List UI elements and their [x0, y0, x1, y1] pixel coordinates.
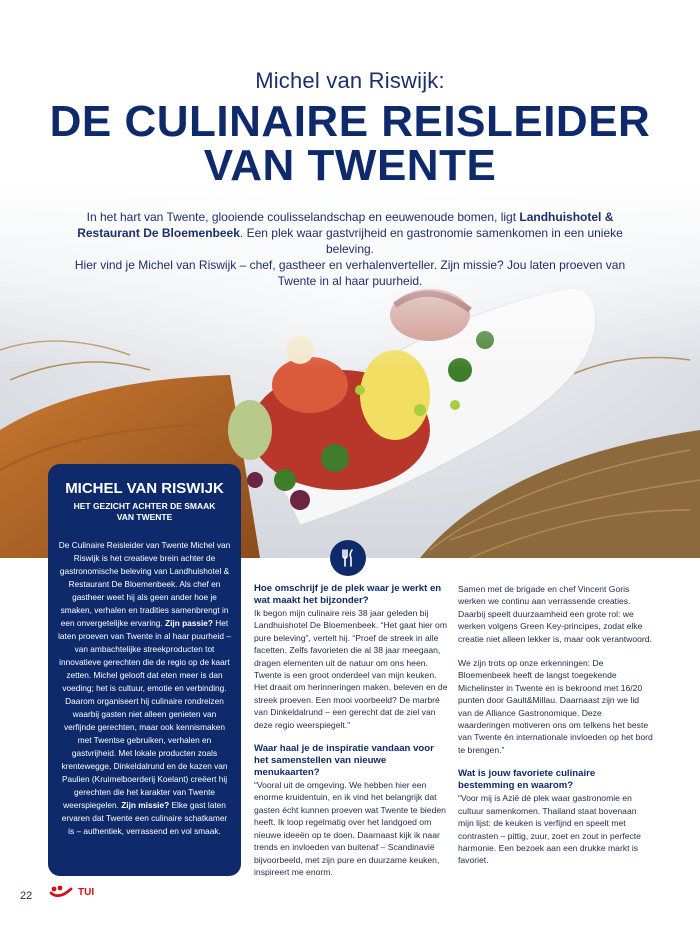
answer-paragraph: We zijn trots op onze erkenningen: De Bloemenbeek heeft de langst toegekende Michelinster in Twente en is bekroond met 16/20 punten door Gault&Millau. Daarnaast zijn we lid van de Alliance Gastronomique. Deze waarderingen motiveren ons om telkens het beste van Twente én internationale invloeden op het bord te brengen.”: [458, 658, 653, 755]
question-heading: Wat is jouw favoriete culinaire bestemming en waarom?: [458, 768, 596, 792]
article-kicker: Michel van Riswijk:: [255, 68, 445, 93]
sidebar-subtitle: HET GEZICHT ACHTER DE SMAAK VAN TWENTE: [73, 501, 216, 522]
sidebar-paragraph-3: Elke gast laten ervaren dat Twente een culinaire schatkamer is – authentiek, verrassend en vol smaak.: [61, 800, 228, 836]
sidebar-paragraph-1: De Culinaire Reisleider van Twente Michel van Riswijk is het creatieve brein achter de gastronomische beleving van Landhuishotel & Restaurant De Bloemenbeek. Als chef en gastheer weet hij als geen ander hoe je smaken, verhalen en tradities samenbrengt in een onvergetelijke ervaring.: [58, 540, 231, 628]
profile-sidebar: [48, 464, 241, 876]
article-column-2: [458, 583, 654, 879]
cutlery-icon: [330, 540, 366, 576]
question-heading: Waar haal je de inspiratie vandaan voor het samenstellen van nieuwe menukaarten?: [254, 743, 434, 779]
title-line-2: VAN TWENTE: [203, 141, 497, 190]
sidebar-label-mission: Zijn missie?: [121, 800, 170, 810]
intro-text-1: In het hart van Twente, glooiende coulisselandschap en eeuwenoude bomen, ligt: [86, 210, 520, 224]
answer-paragraph: “Voor mij is Azië dé plek waar gastronomie en cultuur samenkomen. Thailand staat bovenaan mijn lijst: de keuken is verfijnd en speelt met contrasten – pittig, zuur, zoet en zout in perfecte harmonie. Een bezoek aan een drukke markt is favoriet.: [458, 793, 641, 866]
title-line-1: DE CULINAIRE REISLEIDER: [49, 97, 651, 146]
intro-paragraph: [55, 209, 645, 289]
tui-logo: [49, 885, 94, 899]
intro-text-2: . Een plek waar gastvrijheid en gastronomie samenkomen in een unieke beleving.: [239, 226, 623, 256]
tui-smile-icon: [49, 885, 75, 899]
question-heading: Hoe omschrijf je de plek waar je werkt en wat maakt het bijzonder?: [254, 583, 442, 606]
article-title: [0, 97, 700, 190]
page-number: 22: [20, 890, 33, 902]
answer-paragraph: “Vooral uit de omgeving. We hebben hier een enorme kruidentuin, en ik vind het belangrijk dat gasten écht kunnen proeven wat Twente te bieden heeft. Ik loop regelmatig over het landgoed om nieuwe ideeën op te doen. Daarnaast kijk ik naar trends en invloeden van buitenaf – Scandinavië bijvoorbeeld, met zijn pure en duurzame keuken, inspireert me enorm.: [254, 780, 446, 877]
tui-logo-text: TUI: [78, 886, 95, 898]
intro-text-3: Hier vind je Michel van Riswijk – chef, gastheer en verhalenverteller. Zijn missie? Jou laten proeven van Twente in al haar puurheid.: [74, 258, 626, 288]
answer-paragraph: Ik begon mijn culinaire reis 38 jaar geleden bij Landhuishotel De Bloemenbeek. “Het gaat hier om pure beleving”, vertelt hij. “Proef de streek in alle facetten. Zelfs favorieten die al 38 jaar meegaan, dragen elementen uit de natuur om ons heen. Twente is een groot onderdeel van mijn keuken. Het draait om herinneringen maken, beleven en de streek proeven. Een mooi voorbeeld? De marbré van Dinkeldalrund – een gerecht dat de ziel van deze regio weerspiegelt.”: [254, 608, 448, 730]
sidebar-body: [48, 539, 241, 838]
intro-venue-name: Landhuishotel & Restaurant De Bloemenbeek: [77, 210, 614, 240]
article-column-1: [254, 583, 450, 890]
sidebar-name: MICHEL VAN RISWIJK: [65, 480, 224, 497]
sidebar-label-passion: Zijn passie?: [165, 618, 213, 628]
answer-paragraph: Samen met de brigade en chef Vincent Goris werken we continu aan verrassende creaties. Daarbij speelt duurzaamheid een grote rol: we werken volgens Green Key-principes, zodat elke creatie niet alleen lekker is, maar ook verantwoord.: [458, 584, 652, 644]
sidebar-paragraph-2: Het laten proeven van Twente in al haar puurheid – van ambachtelijke streekproducten tot innovatieve gerechten die de regio op de kaart zetten. Michel gelooft dat eten meer is dan voeding; het is cultuur, emotie en verbinding. Daarom organiseert hij culinaire rondreizen waarbij gasten niet alleen genieten van verfijnde gerechten, maar ook kennismaken met Twentse gebruiken, verhalen en gastvrijheid. Met lokale producten zoals krentewegge, Dinkeldalrund en de kazen van Paulien (Kruimelboerderij Koelant) creëert hij gerechten die het karakter van Twente weerspiegelen.: [58, 618, 231, 810]
